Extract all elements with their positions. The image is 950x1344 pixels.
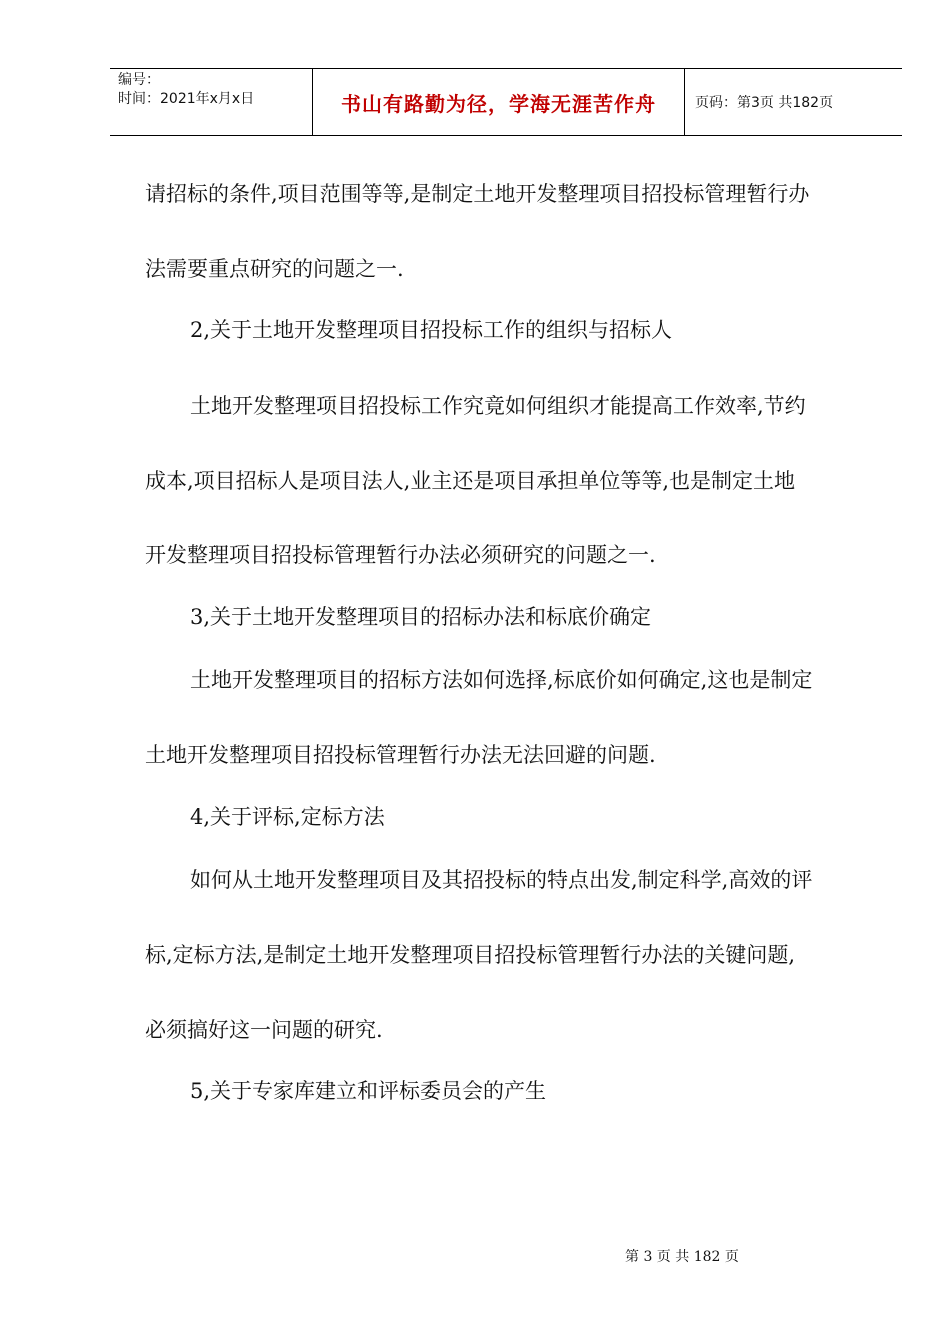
body-line-1: 请招标的条件,项目范围等等,是制定土地开发整理项目招投标管理暂行办 [145, 182, 810, 206]
header-meta [110, 69, 313, 135]
section-heading-5: 5,关于专家库建立和评标委员会的产生 [190, 1079, 547, 1103]
section-heading-3: 3,关于土地开发整理项目的招标办法和标底价确定 [190, 605, 652, 629]
header-motto: 书山有路勤为径，学海无涯苦作舟 [313, 69, 685, 135]
body-line-3: 土地开发整理项目招投标工作究竟如何组织才能提高工作效率,节约 [190, 394, 806, 418]
body-line-5: 开发整理项目招投标管理暂行办法必须研究的问题之一. [145, 543, 656, 567]
page-footer: 第 3 页 共 182 页 [625, 1249, 739, 1265]
body-line-9: 标,定标方法,是制定土地开发整理项目招投标管理暂行办法的关键问题, [145, 943, 796, 967]
document-number-label: 编号： [118, 72, 160, 88]
body-line-10: 必须搞好这一问题的研究. [145, 1018, 383, 1042]
body-line-4: 成本,项目招标人是项目法人,业主还是项目承担单位等等,也是制定土地 [145, 469, 796, 493]
section-heading-4: 4,关于评标,定标方法 [190, 805, 385, 829]
page-header [110, 68, 902, 136]
body-line-7: 土地开发整理项目招投标管理暂行办法无法回避的问题. [145, 743, 656, 767]
body-line-8: 如何从土地开发整理项目及其招投标的特点出发,制定科学,高效的评 [190, 868, 813, 892]
body-line-6: 土地开发整理项目的招标方法如何选择,标底价如何确定,这也是制定 [190, 668, 813, 692]
section-heading-2: 2,关于土地开发整理项目招投标工作的组织与招标人 [190, 318, 673, 342]
header-page-info: 页码：第3页 共182页 [695, 95, 834, 111]
document-date: 时间：2021年x月x日 [118, 91, 255, 107]
body-line-2: 法需要重点研究的问题之一. [145, 257, 404, 281]
